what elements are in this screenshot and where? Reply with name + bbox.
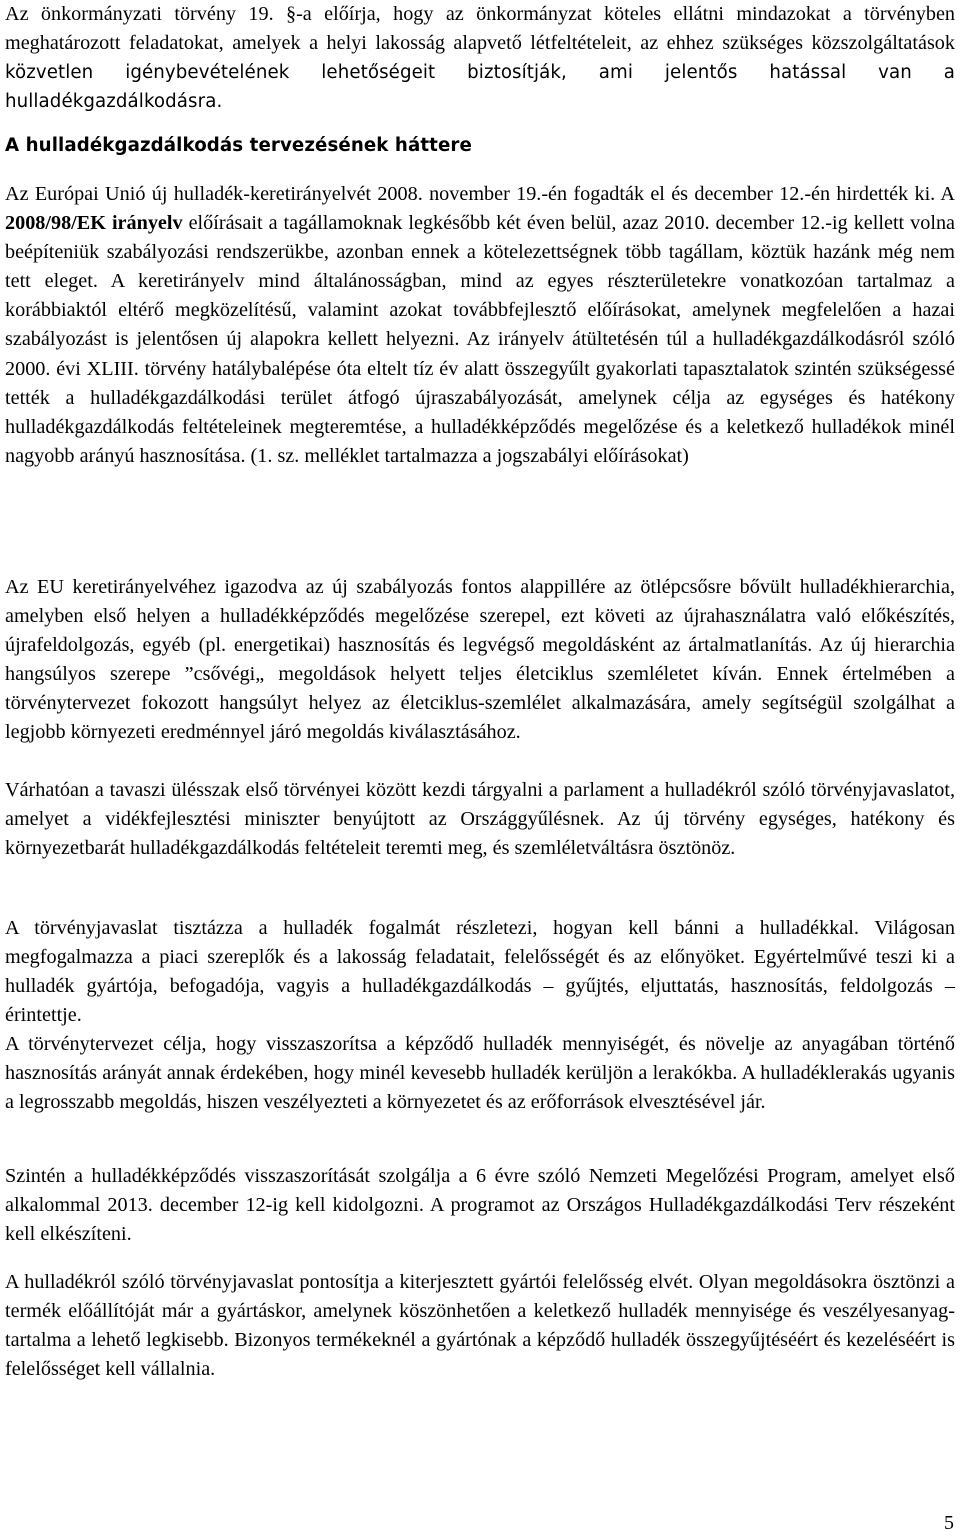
reduction-goal-paragraph bbox=[5, 1030, 955, 1117]
waste-concept-paragraph bbox=[5, 914, 955, 1030]
reduction-goal-text: A törvénytervezet célja, hogy visszaszorítsa a képződő hulladék mennyiségét, és növelje az anyagában történő hasznosítás arányát annak érdekében, hogy minél kevesebb hulladék kerüljön a lerakókba. A hulladéklerakás ugyanis a legrosszabb megoldás, hiszen veszélyezteti a környezetet és az erőforrások elvesztésével jár. bbox=[5, 1033, 955, 1114]
hierarchy-text: Az EU keretirányelvéhez igazodva az új szabályozás fontos alappillére az ötlépcsősre bővült hulladékhierarchia, amelyben első helyen a hulladékképződés megelőzése szerepel, ezt követi az újrahasználatra való előkészítés, újrafeldolgozás, egyéb (pl. energetikai) hasznosítás és legvégső megoldásként az ártalmatlanítás. Az új hierarchia hangsúlyos szerepe ”csővégi„ megoldások helyett teljes életciklus szemléletet kíván. Ennek értelmében a törvénytervezet fokozott hangsúlyt helyez az életciklus-szemlélet alkalmazására, amely segítségül szolgálhat a legjobb környezeti eredménnyel járó megoldás kiválasztásához. bbox=[5, 576, 955, 744]
producer-responsibility-text: A hulladékról szóló törvényjavaslat pontosítja a kiterjesztett gyártói felelősség elvét. Olyan megoldásokra ösztönzi a termék előállítóját már a gyártáskor, amelynek köszönhetően a keletkező hulladék mennyisége és veszélyesanyag-tartalma a lehető legkisebb. Bizonyos termékeknél a gyártónak a képződő hulladék összegyűjtéséért és kezeléséért is felelősséget kell vállalnia. bbox=[5, 1271, 955, 1381]
intro-text-serif: Az önkormányzati törvény 19. §-a előírja, hogy az önkormányzat köteles ellátni mindazokat a törvényben meghatározott feladatokat, amelyek a helyi lakosság alapvető létfeltételeit, az ehhez szükséges közszolgáltatások bbox=[5, 3, 955, 55]
section-heading: A hulladékgazdálkodás tervezésének háttere bbox=[5, 135, 472, 156]
section-heading-block bbox=[5, 131, 955, 160]
producer-responsibility-paragraph bbox=[5, 1268, 955, 1384]
hierarchy-paragraph bbox=[5, 573, 955, 748]
parliament-paragraph bbox=[5, 776, 955, 863]
prevention-program-paragraph bbox=[5, 1162, 955, 1249]
prevention-program-text: Szintén a hulladékképződés visszaszorítását szolgálja a 6 évre szóló Nemzeti Megelőzési Program, amelyet első alkalommal 2013. december 12-ig kell kidolgozni. A programot az Országos Hulladékgazdálkodási Terv részeként kell elkészíteni. bbox=[5, 1165, 955, 1246]
waste-concept-text: A törvényjavaslat tisztázza a hulladék fogalmát részletezi, hogyan kell bánni a hulladékkal. Világosan megfogalmazza a piaci szereplők és a lakosság feladatait, felelősségét és az előnyöket. Egyértelművé teszi ki a hulladék gyártója, befogadója, vagyis a hulladékgazdálkodás – gyűjtés, eljuttatás, hasznosítás, feldolgozás – érintettje. bbox=[5, 917, 955, 1027]
intro-paragraph bbox=[5, 0, 955, 116]
directive-reference: 2008/98/EK irányelv bbox=[5, 212, 183, 235]
intro-text-sans: közvetlen igénybevételének lehetőségeit biztosítják, ami jelentős hatással van a hulladékgazdálkodásra. bbox=[5, 62, 955, 113]
directive-paragraph bbox=[5, 180, 955, 471]
directive-text-start: Az Európai Unió új hulladék-keretirányelvét 2008. november 19.-én fogadták el és december 12.-én hirdették ki. A bbox=[5, 183, 955, 205]
directive-text-rest: előírásait a tagállamoknak legkésőbb két éven belül, azaz 2010. december 12.-ig kellett volna beépíteniük szabályozási rendszerükbe, azonban ennek a kötelezettségnek több tagállam, köztük hazánk még nem tett eleget. A keretirányelv mind általánosságban, mind az egyes részterületekre vonatkozóan tartalmaz a korábbiaktól eltérő megközelítésű, valamint azokat továbbfejlesztő előírásokat, amelynek megfelelően a hazai szabályozást is jelentősen új alapokra kellett helyezni. Az irányelv átültetésén túl a hulladékgazdálkodásról szóló 2000. évi XLIII. törvény hatálybalépése óta eltelt tíz év alatt összegyűlt gyakorlati tapasztalatok szintén szükségessé tették a hulladékgazdálkodási terület átfogó újraszabályozását, amelynek célja az egységes és hatékony hulladékgazdálkodás feltételeinek megteremtése, a hulladékképződés megelőzése és a keletkező hulladékok minél nagyobb arányú hasznosítása. (1. sz. melléklet tartalmazza a jogszabályi előírásokat) bbox=[5, 212, 956, 467]
parliament-text: Várhatóan a tavaszi ülésszak első törvényei között kezdi tárgyalni a parlament a hulladékról szóló törvényjavaslatot, amelyet a vidékfejlesztési miniszter benyújtott az Országgyűlésnek. Az új törvény egységes, hatékony és környezetbarát hulladékgazdálkodás feltételeit teremti meg, és szemléletváltásra ösztönöz. bbox=[5, 779, 955, 860]
page-number: 5 bbox=[944, 1512, 954, 1534]
